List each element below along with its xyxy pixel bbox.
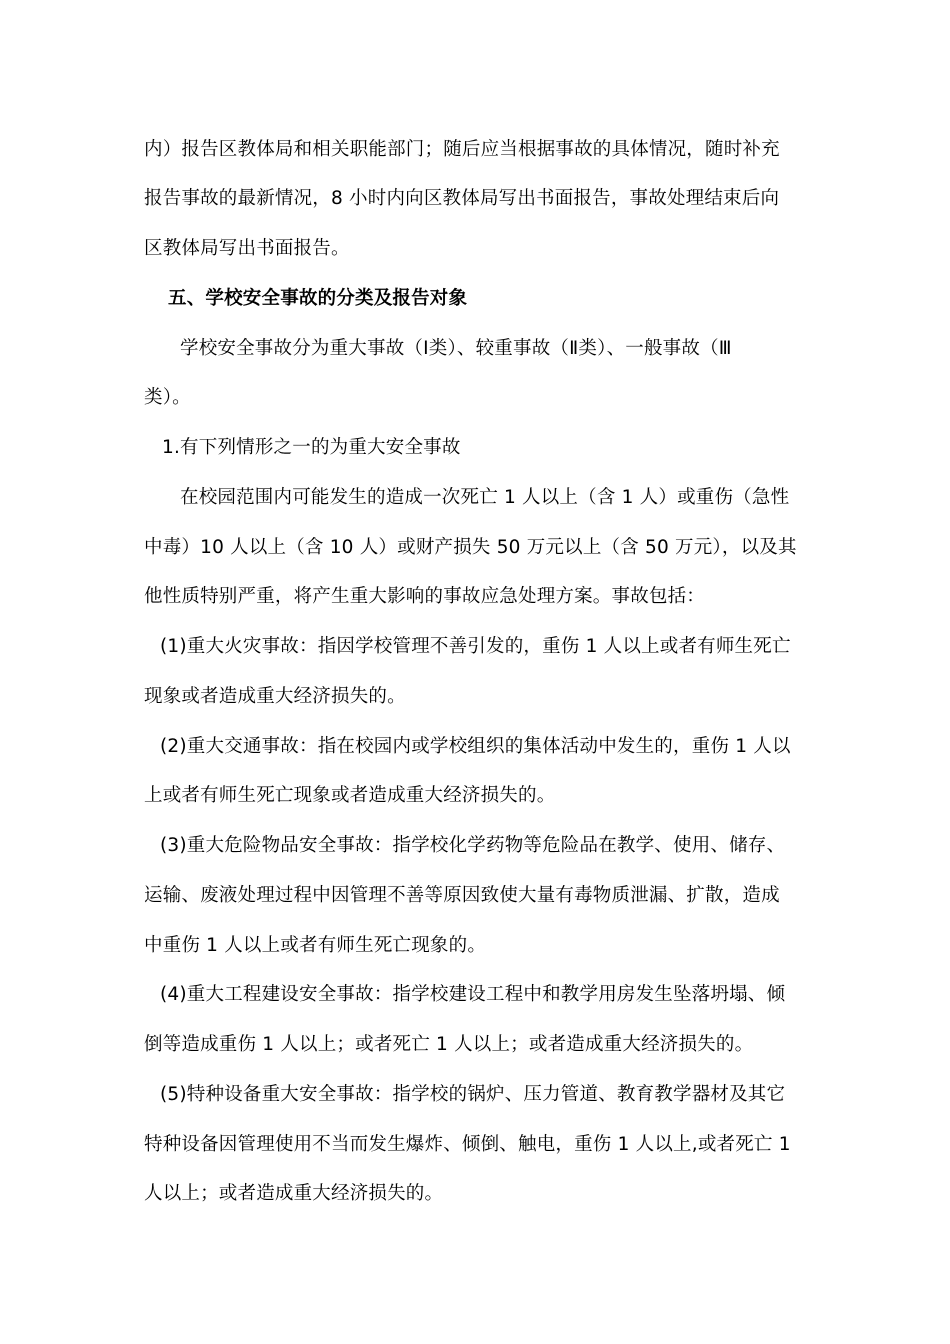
- paragraph-line: 学校安全事故分为重大事故（Ⅰ类）、较重事故（Ⅱ类）、一般事故（Ⅲ: [180, 338, 732, 359]
- list-item-line: (1)重大火灾事故：指因学校管理不善引发的，重伤 1 人以上或者有师生死亡: [160, 636, 791, 657]
- list-item-line: (2)重大交通事故：指在校园内或学校组织的集体活动中发生的，重伤 1 人以: [160, 736, 791, 757]
- list-item-line: 特种设备因管理使用不当而发生爆炸、倾倒、触电，重伤 1 人以上,或者死亡 1: [144, 1134, 791, 1155]
- paragraph-line: 他性质特别严重，将产生重大影响的事故应急处理方案。事故包括：: [144, 586, 706, 607]
- paragraph-line: 报告事故的最新情况，8 小时内向区教体局写出书面报告，事故处理结束后向: [144, 188, 780, 209]
- paragraph-line: 在校园范围内可能发生的造成一次死亡 1 人以上（含 1 人）或重伤（急性: [180, 487, 790, 508]
- list-item-line: 运输、废液处理过程中因管理不善等原因致使大量有毒物质泄漏、扩散，造成: [144, 885, 780, 906]
- list-item-line: 倒等造成重伤 1 人以上；或者死亡 1 人以上；或者造成重大经济损失的。: [144, 1034, 754, 1055]
- section-heading: 五、学校安全事故的分类及报告对象: [168, 288, 468, 309]
- list-item-line: (4)重大工程建设安全事故：指学校建设工程中和教学用房发生坠落坍塌、倾: [160, 984, 786, 1005]
- paragraph-line: 内）报告区教体局和相关职能部门；随后应当根据事故的具体情况，随时补充: [144, 139, 780, 160]
- list-item-line: (3)重大危险物品安全事故：指学校化学药物等危险品在教学、使用、储存、: [160, 835, 786, 856]
- paragraph-line: 中毒）10 人以上（含 10 人）或财产损失 50 万元以上（含 50 万元），以及其: [144, 537, 797, 558]
- subsection-heading: 1.有下列情形之一的为重大安全事故: [162, 437, 461, 458]
- list-item-line: 人以上；或者造成重大经济损失的。: [144, 1183, 444, 1204]
- list-item-line: 中重伤 1 人以上或者有师生死亡现象的。: [144, 935, 487, 956]
- list-item-line: 现象或者造成重大经济损失的。: [144, 686, 406, 707]
- list-item-line: 上或者有师生死亡现象或者造成重大经济损失的。: [144, 785, 556, 806]
- list-item-line: (5)特种设备重大安全事故：指学校的锅炉、压力管道、教育教学器材及其它: [160, 1084, 786, 1105]
- paragraph-line: 类）。: [144, 387, 191, 408]
- paragraph-line: 区教体局写出书面报告。: [144, 238, 350, 259]
